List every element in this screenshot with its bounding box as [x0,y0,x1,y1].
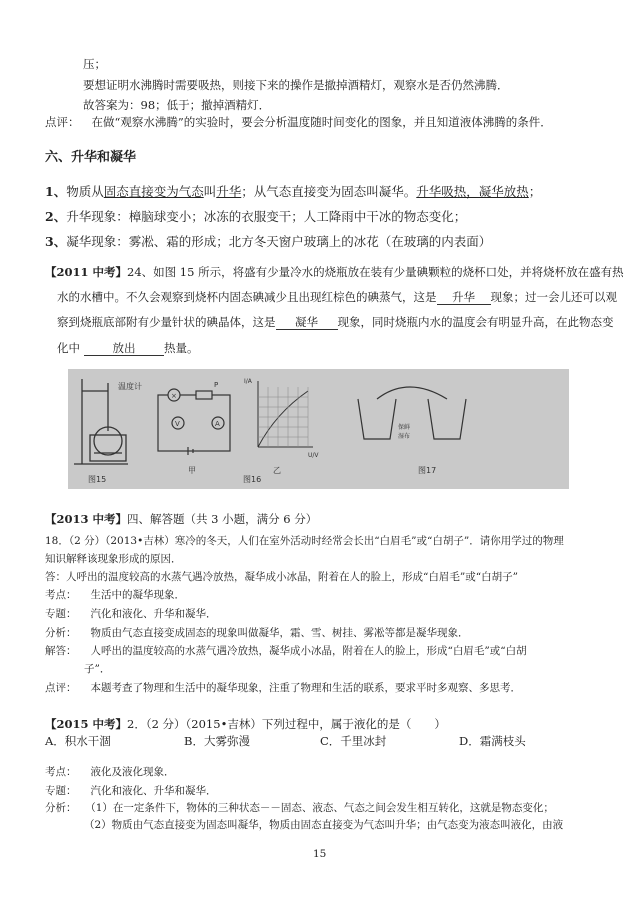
slider-label: P [214,381,219,389]
section-title: 六、升华和凝华 [45,150,137,165]
option-b: B．大雾弥漫 [184,734,250,748]
field-value: 汽化和液化、升华和凝华． [90,785,217,797]
field-value: 液化及液化现象． [90,766,175,778]
item-1-number: 1、 [45,184,67,199]
question-text: 化中 [57,341,80,355]
item-2 [45,211,466,224]
option-a: A．积水干涸 [45,734,111,748]
field-value: （1）在一定条件下，物体的三种状态－－固态、液态、气态之间会发生相互转化，这就是物态变化； [90,802,554,814]
caption-figure-17: 图17 [418,466,437,475]
text-line: 要想证明水沸腾时需要吸热，则接下来的操作是撤掉酒精灯，观察水是否仍然沸腾． [83,78,509,92]
item-1-key-1: 固态直接变为气态 [103,184,204,199]
exam-tag: 【2011 中考】 [45,265,128,279]
item-1 [45,186,541,199]
option-c: C．千里冰封 [320,734,387,748]
answer-blank: 放出 [84,343,164,356]
solution-continued: 子”． [84,663,111,675]
voltmeter-label: V [175,420,180,428]
item-1-text: 叫 [203,184,217,199]
analysis [45,803,554,814]
figure-image [68,369,569,489]
field-value: 人呼出的温度较高的水蒸气遇冷放热，凝华成小冰晶，附着在人的脸上，形成“白眉毛”或“白胡 [90,645,527,657]
item-1-key-2: 升华 [216,184,242,199]
text-line: 故答案为：98；低于；撤掉酒精灯． [83,98,271,112]
question-2011-line-1 [45,267,624,279]
answer-text: 答：人呼出的温度较高的水蒸气遇冷放热，凝华成小冰晶，附着在人的脸上，形成“白眉毛”或“白胡子” [45,571,518,583]
analysis [45,628,469,639]
question-2011-line-2 [57,292,617,305]
answer-blank: 凝华 [276,317,338,330]
question-2011-line-4 [57,343,199,356]
question-2015 [45,719,446,731]
field-label: 考点： [45,589,77,601]
question-text: 热量。 [164,341,199,355]
field-label: 专题： [45,785,77,797]
question-2011-line-3 [57,317,614,330]
exam-tag: 【2013 中考】 [45,512,128,526]
field-value: 物质由气态直接变成固态的现象叫做凝华，霜、雪、树挂、雾凇等都是凝华现象． [90,627,469,639]
item-3 [45,236,491,249]
answer-blank: 升华 [437,292,491,305]
question-text: 察到烧瓶底部附有少量针状的碘晶体，这是 [57,315,276,329]
field-label: 考点： [45,766,77,778]
page-number: 15 [313,848,327,860]
item-1-text: ； [528,184,542,199]
label-jia: 甲 [188,466,196,475]
ammeter-label: A [215,420,220,428]
cloth-label-2: 湿布 [398,433,411,440]
caption-figure-15: 图15 [88,475,107,484]
question-text: 2．（2 分）（2015•吉林）下列过程中，属于液化的是（ ） [127,717,446,731]
lamp-symbol: × [171,392,177,400]
item-1-text: ；从气态直接变为固态叫凝华。 [241,184,417,199]
question-text: 现象，同时烧瓶内水的温度会有明显升高，在此物态变 [337,315,614,329]
label-yi: 乙 [273,466,281,475]
question-text: 现象；过一会儿还可以观 [490,290,617,304]
item-1-text: 物质从 [66,184,104,199]
field-label: 分析： [45,802,77,814]
field-value: 本题考查了物理和生活中的凝华现象，注重了物理和生活的联系，要求平时多观察、多思考． [90,682,521,694]
field-label: 分析： [45,627,77,639]
graph-x-label: U/V [308,452,319,459]
graph-y-label: I/A [244,378,252,385]
item-3-number: 3、 [45,234,67,249]
section-heading: 四、解答题（共 3 小题，满分 6 分） [127,512,318,526]
item-3-text: 凝华现象：雾凇、霜的形成；北方冬天窗户玻璃上的冰花（在玻璃的内表面） [66,234,492,249]
question-text: 18．（2 分）（2013•吉林）寒冷的冬天，人们在室外活动时经常会长出“白眉毛”或“白胡子”．请你用学过的物理 [45,535,564,547]
question-text: 24、如图 15 所示，将盛有少量冷水的烧瓶放在装有少量碘颗粒的烧杯口处，并将烧杯放在盛有热 [127,265,624,279]
option-d: D．霜满枝头 [459,734,526,748]
field-label: 专题： [45,608,77,620]
topic [45,786,217,797]
knowledge-point [45,590,185,601]
text-line: 压； [83,57,106,71]
field-value: 汽化和液化、升华和凝华． [90,608,217,620]
field-value: 生活中的凝华现象． [90,589,185,601]
item-2-number: 2、 [45,209,67,224]
question-text: 水的水槽中。不久会观察到烧杯内固态碘减少且出现红棕色的碘蒸气，这是 [57,290,437,304]
field-label: 解答： [45,645,77,657]
cloth-label-1: 保鲜 [398,424,411,431]
knowledge-point [45,767,175,778]
analysis-continued: （2）物质由气态直接变为固态叫凝华，物质由固态直接变为气态叫升华；由气态变为液态叫液化，由液 [84,819,564,831]
item-2-text: 升华现象：樟脑球变小；冰冻的衣服变干；人工降雨中干冰的物态变化； [66,209,467,224]
review [45,683,521,694]
thermometer-label: 温度计 [118,382,142,391]
question-text: 知识解释该现象形成的原因． [45,553,182,565]
solution [45,646,527,657]
comment-label: 点评： [45,115,80,129]
exam-tag: 【2015 中考】 [45,717,128,731]
comment-text: 在做“观察水沸腾”的实验时，要会分析温度随时间变化的图象，并且知道液体沸腾的条件． [91,115,552,129]
topic [45,609,217,620]
field-label: 点评： [45,682,77,694]
item-1-key-3: 升华吸热，凝华放热 [416,184,529,199]
comment-line [45,117,552,129]
caption-figure-16: 图16 [243,475,262,484]
figure-drawing [68,369,569,489]
question-2013-header [45,514,317,526]
